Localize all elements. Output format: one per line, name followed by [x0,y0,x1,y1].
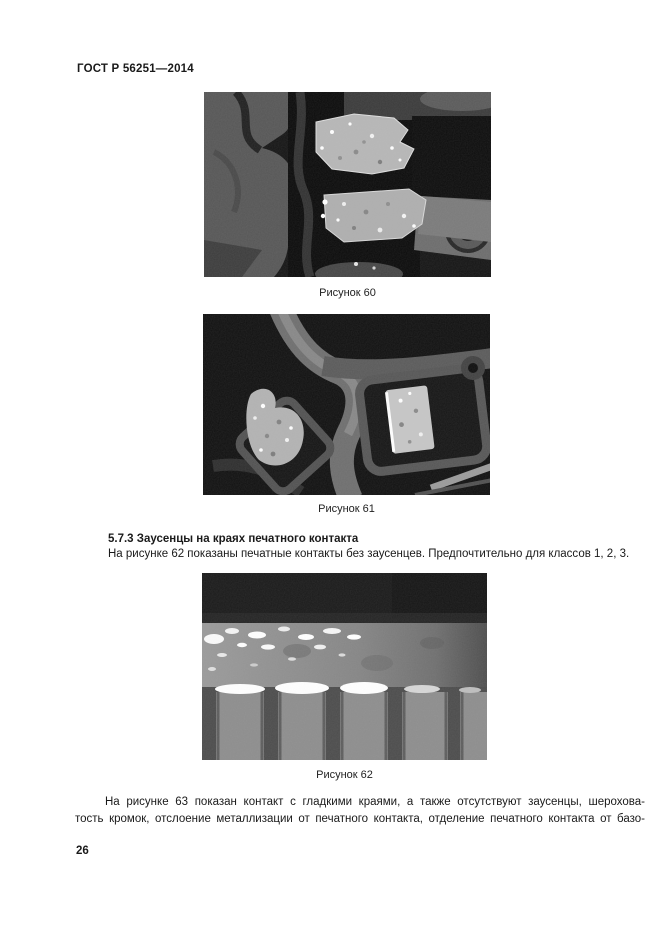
paragraph-line-2: тость кромок, отслоение металлизации от печатного контакта, отделение печатного контакта от базо- [75,813,645,825]
page-number: 26 [76,845,89,857]
figure-61-photo [203,314,490,495]
figure-60-caption: Рисунок 60 [319,287,376,299]
figure-60-photo [204,92,491,277]
figure-61-caption: Рисунок 61 [318,503,375,515]
document-header: ГОСТ Р 56251—2014 [77,63,194,75]
figure-62-photo [202,573,487,760]
figure-62-caption: Рисунок 62 [316,769,373,781]
section-heading: 5.7.3 Заусенцы на краях печатного контакта [108,533,359,545]
body-paragraph [75,794,645,828]
section-intro-text: На рисунке 62 показаны печатные контакты без заусенцев. Предпочтительно для классов 1, 2, 3. [108,548,630,560]
paragraph-line-1: На рисунке 63 показан контакт с гладкими краями, а также отсутствуют заусенцы, шерохова- [105,796,645,808]
